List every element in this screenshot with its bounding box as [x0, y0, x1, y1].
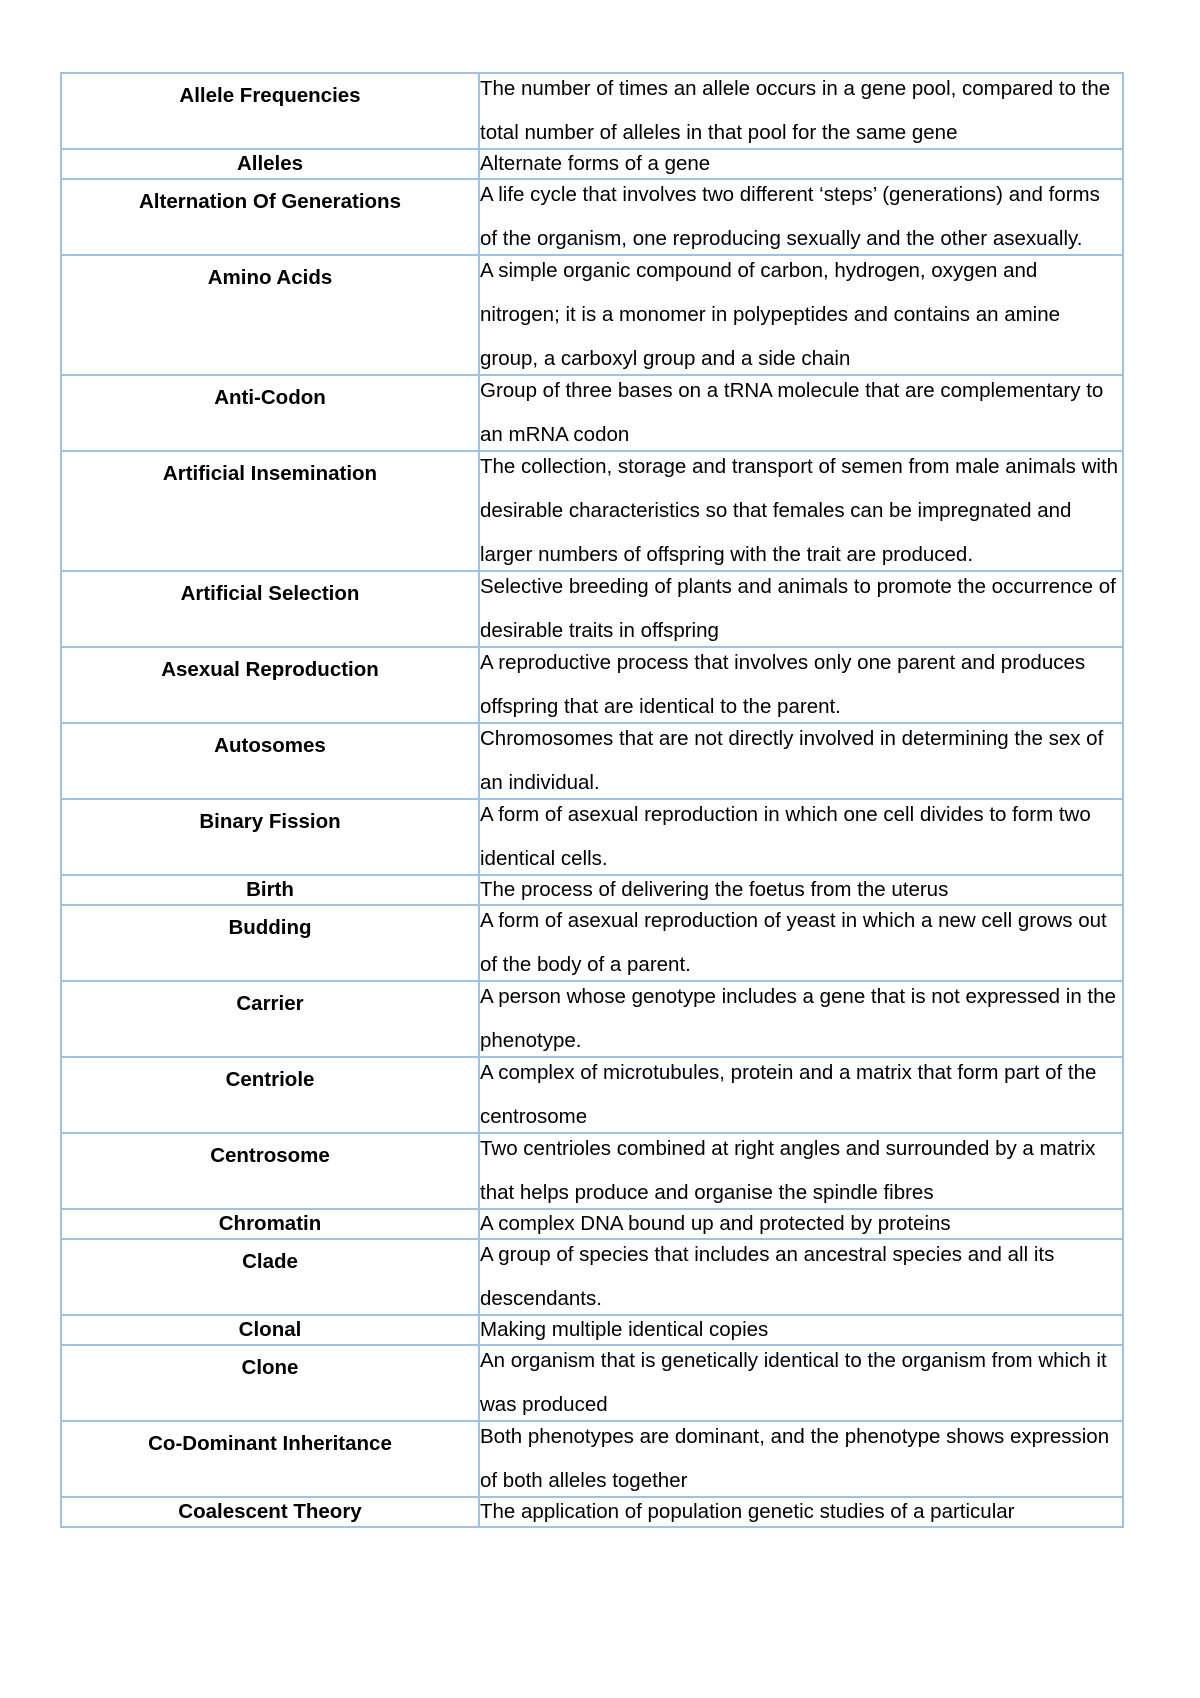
- definition-cell: [479, 451, 1123, 571]
- definition-text: A complex of microtubules, protein and a matrix that form part of the centrosome: [480, 1061, 1097, 1128]
- definition-text: Alternate forms of a gene: [480, 152, 711, 175]
- definition-text: Chromosomes that are not directly involved in determining the sex of an individual.: [480, 727, 1104, 794]
- definition-text: A complex DNA bound up and protected by proteins: [480, 1212, 951, 1235]
- definition-cell: [479, 647, 1123, 723]
- definition-text: Making multiple identical copies: [480, 1318, 769, 1341]
- term-cell: Clonal: [61, 1315, 479, 1345]
- definition-cell: [479, 255, 1123, 375]
- definition-text: Both phenotypes are dominant, and the phenotype shows expression of both alleles together: [480, 1425, 1110, 1492]
- term-cell: Artificial Selection: [61, 571, 479, 647]
- definition-cell: [479, 905, 1123, 981]
- table-row: [61, 799, 1123, 875]
- table-row: [61, 905, 1123, 981]
- table-row: [61, 571, 1123, 647]
- definition-text: Two centrioles combined at right angles and surrounded by a matrix that helps produce and organise the spindle fibres: [480, 1137, 1096, 1204]
- term-cell: Alternation Of Generations: [61, 179, 479, 255]
- definition-cell: [479, 723, 1123, 799]
- table-row: [61, 723, 1123, 799]
- table-row: [61, 1497, 1123, 1527]
- term-cell: Budding: [61, 905, 479, 981]
- term-cell: Carrier: [61, 981, 479, 1057]
- term-cell: Birth: [61, 875, 479, 905]
- term-cell: Anti-Codon: [61, 375, 479, 451]
- definition-text: A reproductive process that involves only one parent and produces offspring that are identical to the parent.: [480, 651, 1086, 718]
- definition-cell: [479, 981, 1123, 1057]
- table-row: [61, 1345, 1123, 1421]
- table-row: [61, 1421, 1123, 1497]
- definition-text: The number of times an allele occurs in a gene pool, compared to the total number of alleles in that pool for the same gene: [480, 77, 1111, 144]
- term-cell: Amino Acids: [61, 255, 479, 375]
- definition-text: An organism that is genetically identical to the organism from which it was produced: [480, 1349, 1107, 1416]
- definition-cell: [479, 73, 1123, 149]
- table-row: [61, 647, 1123, 723]
- definition-cell: [479, 375, 1123, 451]
- term-cell: Clade: [61, 1239, 479, 1315]
- term-cell: Alleles: [61, 149, 479, 179]
- table-row: [61, 73, 1123, 149]
- term-cell: Centrosome: [61, 1133, 479, 1209]
- definition-text: The collection, storage and transport of semen from male animals with desirable characteristics so that females can be impregnated and larger numbers of offspring with the trait are produced.: [480, 455, 1119, 566]
- definition-cell: [479, 1057, 1123, 1133]
- definition-cell: [479, 1133, 1123, 1209]
- definition-cell: [479, 179, 1123, 255]
- definition-cell: [479, 799, 1123, 875]
- term-cell: Coalescent Theory: [61, 1497, 479, 1527]
- term-cell: Co-Dominant Inheritance: [61, 1421, 479, 1497]
- table-row: [61, 981, 1123, 1057]
- definition-text: Selective breeding of plants and animals to promote the occurrence of desirable traits in offspring: [480, 575, 1116, 642]
- term-cell: Chromatin: [61, 1209, 479, 1239]
- table-row: [61, 451, 1123, 571]
- definition-text: A form of asexual reproduction of yeast in which a new cell grows out of the body of a parent.: [480, 909, 1107, 976]
- definition-cell: [479, 571, 1123, 647]
- definition-text: The process of delivering the foetus from the uterus: [480, 878, 949, 901]
- term-cell: Allele Frequencies: [61, 73, 479, 149]
- definition-cell: [479, 1497, 1123, 1527]
- definition-text: A life cycle that involves two different ‘steps’ (generations) and forms of the organism, one reproducing sexually and the other asexually.: [480, 183, 1100, 250]
- table-row: [61, 255, 1123, 375]
- table-row: [61, 375, 1123, 451]
- table-row: [61, 179, 1123, 255]
- table-row: [61, 1057, 1123, 1133]
- definition-text: Group of three bases on a tRNA molecule that are complementary to an mRNA codon: [480, 379, 1104, 446]
- term-cell: Artificial Insemination: [61, 451, 479, 571]
- definition-text: A form of asexual reproduction in which one cell divides to form two identical cells.: [480, 803, 1091, 870]
- term-cell: Autosomes: [61, 723, 479, 799]
- glossary-table: [60, 72, 1124, 1528]
- definition-cell: [479, 1421, 1123, 1497]
- term-cell: Clone: [61, 1345, 479, 1421]
- definition-text: A simple organic compound of carbon, hydrogen, oxygen and nitrogen; it is a monomer in polypeptides and contains an amine group, a carboxyl group and a side chain: [480, 259, 1061, 370]
- term-cell: Centriole: [61, 1057, 479, 1133]
- table-row: [61, 1133, 1123, 1209]
- table-row: [61, 1239, 1123, 1315]
- definition-cell: [479, 1345, 1123, 1421]
- definition-cell: [479, 1239, 1123, 1315]
- term-cell: Asexual Reproduction: [61, 647, 479, 723]
- definition-text: The application of population genetic studies of a particular: [480, 1500, 1015, 1523]
- term-cell: Binary Fission: [61, 799, 479, 875]
- definition-text: A person whose genotype includes a gene that is not expressed in the phenotype.: [480, 985, 1116, 1052]
- definition-text: A group of species that includes an ancestral species and all its descendants.: [480, 1243, 1055, 1310]
